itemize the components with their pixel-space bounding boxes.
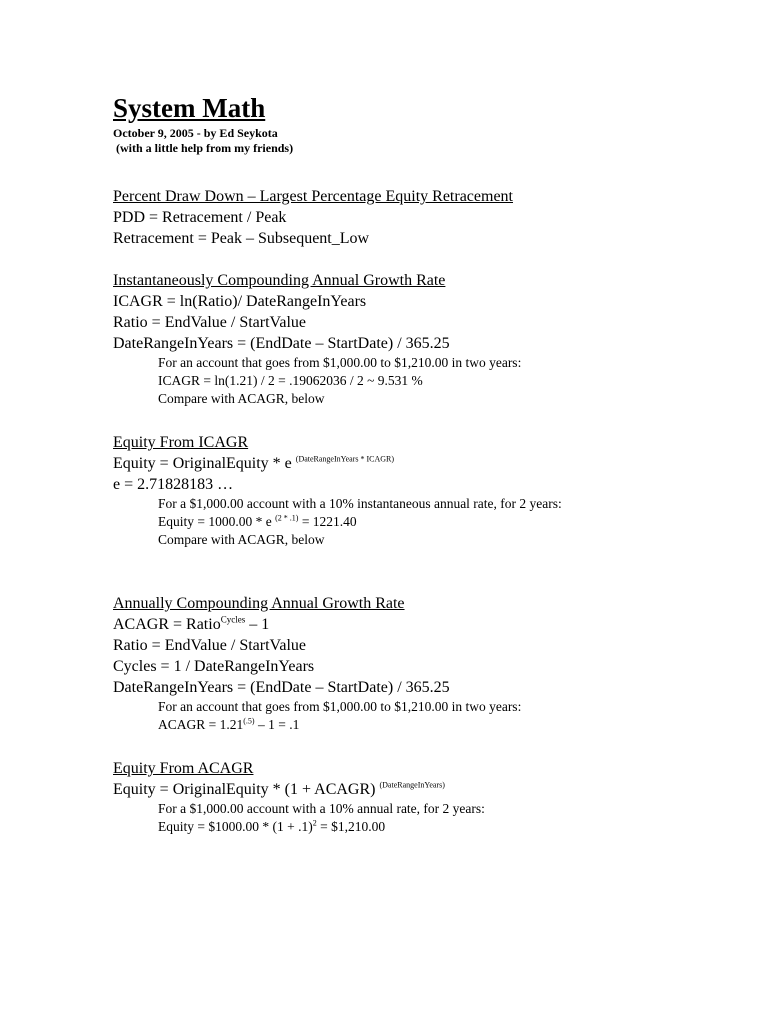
example-text: Compare with ACAGR, below	[158, 532, 325, 547]
formula-exponent: (DateRangeInYears * ICAGR)	[295, 454, 395, 464]
formula-equity-acagr	[113, 779, 733, 800]
section-heading-icagr: Instantaneously Compounding Annual Growth Rate	[113, 272, 446, 289]
formula-text: – 1	[245, 616, 270, 633]
section-heading-acagr: Annually Compounding Annual Growth Rate	[113, 595, 405, 612]
section-acagr	[113, 593, 733, 734]
formula-acagr	[113, 614, 733, 635]
byline-credit: (with a little help from my friends)	[113, 141, 294, 155]
formula-icagr: ICAGR = ln(Ratio)/ DateRangeInYears	[113, 293, 367, 310]
formula-text: – 1 = .1	[254, 717, 300, 732]
document-page	[113, 92, 733, 836]
formula-text: Equity = 1000.00 * e	[158, 514, 276, 529]
section-heading-pdd: Percent Draw Down – Largest Percentage Equity Retracement	[113, 188, 513, 205]
example-text: For an account that goes from $1,000.00 to $1,210.00 in two years:	[158, 699, 522, 714]
formula-exponent: (2 * .1)	[275, 513, 299, 523]
formula-e-constant: e = 2.71828183 …	[113, 476, 234, 493]
example-text	[113, 513, 733, 531]
section-heading-equity-icagr: Equity From ICAGR	[113, 434, 249, 451]
formula-ratio: Ratio = EndValue / StartValue	[113, 637, 306, 654]
example-text: For a $1,000.00 account with a 10% annual rate, for 2 years:	[158, 801, 485, 816]
formula-text: = 1221.40	[298, 514, 357, 529]
section-icagr	[113, 270, 733, 408]
formula-equity-icagr	[113, 453, 733, 474]
formula-cycles: Cycles = 1 / DateRangeInYears	[113, 658, 315, 675]
formula-date-range: DateRangeInYears = (EndDate – StartDate) / 365.25	[113, 335, 450, 352]
formula-exponent: (DateRangeInYears)	[379, 780, 445, 790]
formula-text: = $1,210.00	[316, 819, 386, 834]
example-text: For an account that goes from $1,000.00 to $1,210.00 in two years:	[158, 355, 522, 370]
section-heading-equity-acagr: Equity From ACAGR	[113, 760, 254, 777]
page-title: System Math	[113, 93, 266, 123]
formula-exponent: 2	[312, 818, 317, 828]
example-text	[113, 818, 733, 836]
formula-pdd: PDD = Retracement / Peak	[113, 209, 287, 226]
formula-text: Equity = OriginalEquity * e	[113, 455, 296, 472]
formula-exponent: Cycles	[220, 614, 246, 625]
section-pdd	[113, 186, 733, 249]
formula-text: Equity = $1000.00 * (1 + .1)	[158, 819, 313, 834]
formula-date-range: DateRangeInYears = (EndDate – StartDate) / 365.25	[113, 679, 450, 696]
formula-exponent: (.5)	[243, 716, 255, 726]
section-equity-icagr	[113, 432, 733, 549]
formula-text: ACAGR = Ratio	[113, 616, 221, 633]
example-text: ICAGR = ln(1.21) / 2 = .19062036 / 2 ~ 9.531 %	[158, 373, 423, 388]
formula-text: ACAGR = 1.21	[158, 717, 244, 732]
example-text: Compare with ACAGR, below	[158, 391, 325, 406]
example-text	[113, 716, 733, 734]
formula-text: Equity = OriginalEquity * (1 + ACAGR)	[113, 781, 380, 798]
example-text: For a $1,000.00 account with a 10% instantaneous annual rate, for 2 years:	[158, 496, 562, 511]
formula-retracement: Retracement = Peak – Subsequent_Low	[113, 230, 370, 247]
byline-date-author: October 9, 2005 - by Ed Seykota	[113, 126, 278, 140]
section-equity-acagr	[113, 758, 733, 836]
formula-ratio: Ratio = EndValue / StartValue	[113, 314, 306, 331]
